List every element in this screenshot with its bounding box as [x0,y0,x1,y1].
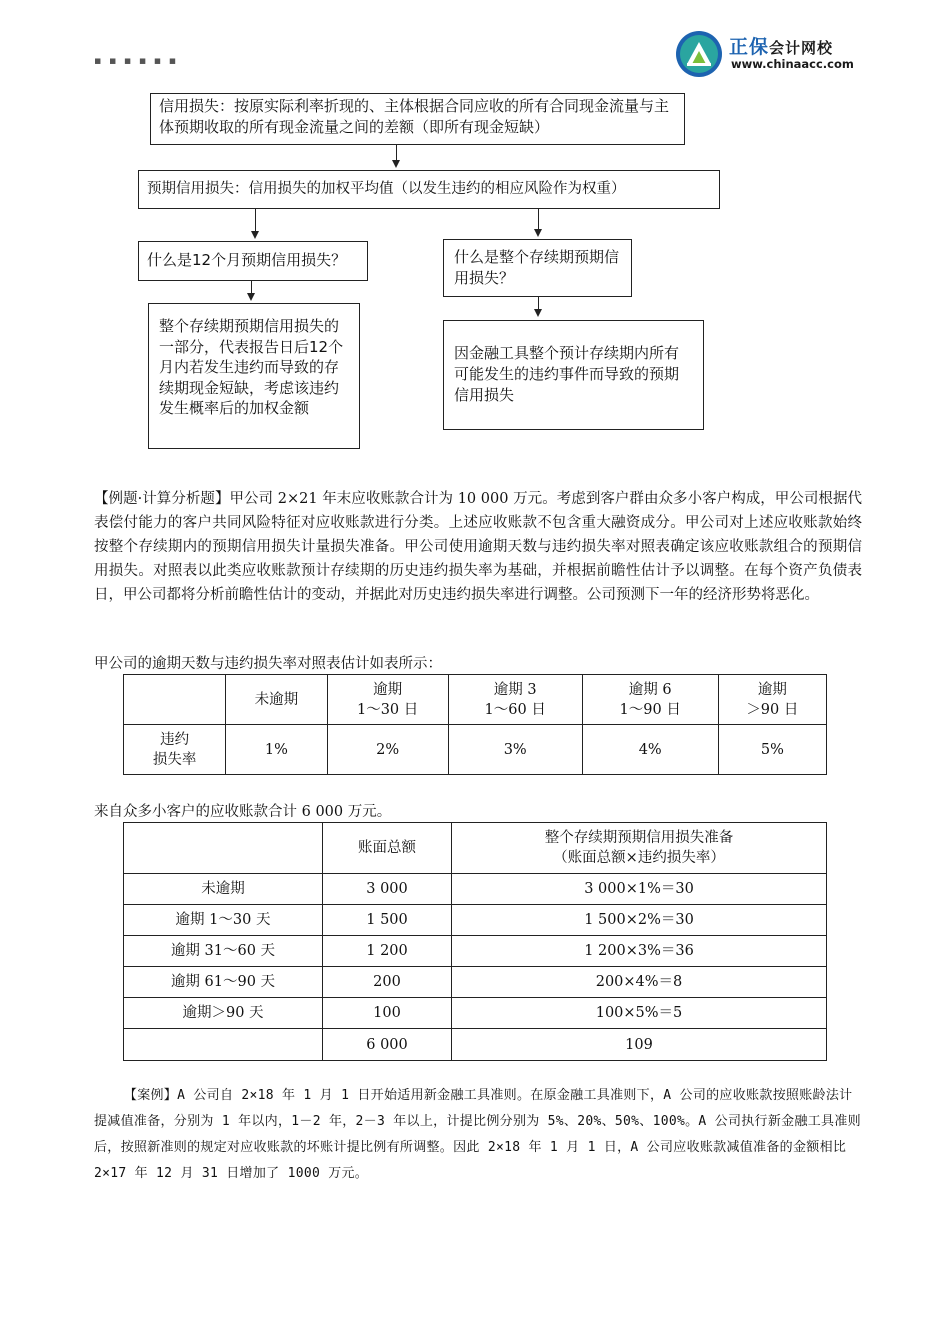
row-calc: 109 [452,1029,827,1061]
row-calc: 3 000×1%＝30 [452,874,827,905]
row-label: 逾期＞90 天 [124,998,323,1029]
calc-header-line-1: 整个存续期预期信用损失准备 [544,830,734,846]
row-label [124,1029,323,1061]
provision-header-calc [452,823,827,874]
loss-rate-value: 4% [582,725,718,775]
row-calc: 100×5%＝5 [452,998,827,1029]
row-calc: 1 200×3%＝36 [452,936,827,967]
row-calc: 1 500×2%＝30 [452,905,827,936]
table-row [124,998,827,1029]
flow-arrowhead-2 [251,231,259,239]
provision-corner-cell [124,823,323,874]
row-label: 未逾期 [124,874,323,905]
flow-arrow-3 [538,209,539,231]
table1-intro: 甲公司的逾期天数与违约损失率对照表估计如表所示： [94,656,442,672]
header-line-1: 逾期 [757,681,787,698]
calc-header-line-2: （账面总额×违约损失率） [553,850,725,866]
flow-box-expected-credit-loss: 预期信用损失：信用损失的加权平均值（以发生违约的相应风险作为权重） [138,170,720,209]
header-line-2: 1～60 日 [484,701,546,718]
table-row [124,874,827,905]
loss-rate-header-cell [226,675,327,725]
logo-name [729,32,833,59]
provision-table [123,822,827,1061]
header-running-mark: ▪ ▪ ▪ ▪ ▪ ▪ [94,54,179,67]
table-total-row [124,1029,827,1061]
loss-rate-header-cell [448,675,582,725]
loss-rate-value: 2% [327,725,448,775]
row-amount: 200 [323,967,452,998]
row-label: 逾期 31～60 天 [124,936,323,967]
flow-box-lifetime-answer: 因金融工具整个预计存续期内所有可能发生的违约事件而导致的预期信用损失 [443,320,704,430]
row-label-line-1: 违约 [160,731,190,748]
table-row [124,936,827,967]
flow-arrowhead-3 [534,229,542,237]
logo [675,30,875,78]
table-row [124,967,827,998]
table-row [124,905,827,936]
row-label-line-2: 损失率 [152,751,197,768]
loss-rate-value: 5% [718,725,826,775]
loss-rate-header-cell [718,675,826,725]
row-amount: 3 000 [323,874,452,905]
header-line-2: 1～90 日 [619,701,681,718]
row-amount: 6 000 [323,1029,452,1061]
header-line-2: ＞90 日 [746,701,799,718]
row-label: 逾期 1～30 天 [124,905,323,936]
loss-rate-header-cell [582,675,718,725]
flow-box-12-month-question: 什么是12个月预期信用损失？ [138,241,368,281]
flow-arrow-2 [255,209,256,233]
row-amount: 100 [323,998,452,1029]
row-amount: 1 200 [323,936,452,967]
flow-box-lifetime-question: 什么是整个存续期预期信用损失？ [443,239,632,297]
loss-rate-value-row [124,725,827,775]
example-paragraph [94,487,862,607]
example-text: 【例题·计算分析题】甲公司 2×21 年末应收账款合计为 10 000 万元。考虑到客户群由众多小客户构成，甲公司根据代表偿付能力的客户共同风险特征对应收账款进行分类。上述应收账款不包含重大融资成分。甲公司对上述应收账款始终按整个存续期内的预期信用损失计量损失准备。甲公司使用逾期天数与违约损失率对照表确定该应收账款组合的预期信用损失。对照表以此类应收账款预计存续期的历史违约损失率为基础，并根据前瞻性估计予以调整。在每个资产负债表日，甲公司都将分析前瞻性估计的变动，并据此对历史违约损失率进行调整。公司预测下一年的经济形势将恶化。 [94,491,862,603]
loss-rate-row-label [124,725,226,775]
logo-subtitle: 会计网校 [769,39,834,57]
header-line-1: 未逾期 [254,691,299,708]
flow-box-12-month-answer: 整个存续期预期信用损失的一部分，代表报告日后12个月内若发生违约而导致的存续期现金短缺，考虑该违约发生概率后的加权金额 [148,303,360,449]
loss-rate-corner-cell [124,675,226,725]
logo-brand: 正保 [729,36,770,58]
flow-arrowhead-4 [247,293,255,301]
row-amount: 1 500 [323,905,452,936]
header-line-1: 逾期 3 [493,681,537,698]
flow-arrowhead-1 [392,160,400,168]
loss-rate-table [123,674,827,775]
loss-rate-value: 3% [448,725,582,775]
logo-url: www.chinaacc.com [731,57,854,71]
logo-icon [675,30,723,78]
loss-rate-header-cell [327,675,448,725]
loss-rate-value: 1% [226,725,327,775]
case-text: 【案例】A 公司自 2×18 年 1 月 1 日开始适用新金融工具准则。在原金融工具准则下，A 公司的应收账款按照账龄法计提减值准备，分别为 1 年以内，1－2 年，2－3 年以上，计提比例分别为 5%、20%、50%、100%。A 公司执行新金融工具准则后，按照新准则的规定对应收账款的坏账计提比例有所调整。因此 2×18 年 1 月 1 日，A 公司应收账款减值准备的金额相比 2×17 年 12 月 31 日增加了 1000 万元。 [94,1088,861,1181]
flow-arrowhead-5 [534,309,542,317]
row-label: 逾期 61～90 天 [124,967,323,998]
header-line-1: 逾期 6 [628,681,672,698]
provision-header-row [124,823,827,874]
header-line-1: 逾期 [373,681,403,698]
provision-header-amount: 账面总额 [323,823,452,874]
header-line-2: 1～30 日 [356,701,419,718]
flow-box-credit-loss: 信用损失：按原实际利率折现的、主体根据合同应收的所有合同现金流量与主体预期收取的所有现金流量之间的差额（即所有现金短缺） [150,93,685,145]
row-calc: 200×4%＝8 [452,967,827,998]
loss-rate-header-row [124,675,827,725]
table2-intro: 来自众多小客户的应收账款合计 6 000 万元。 [94,804,392,820]
case-paragraph [94,1083,864,1187]
